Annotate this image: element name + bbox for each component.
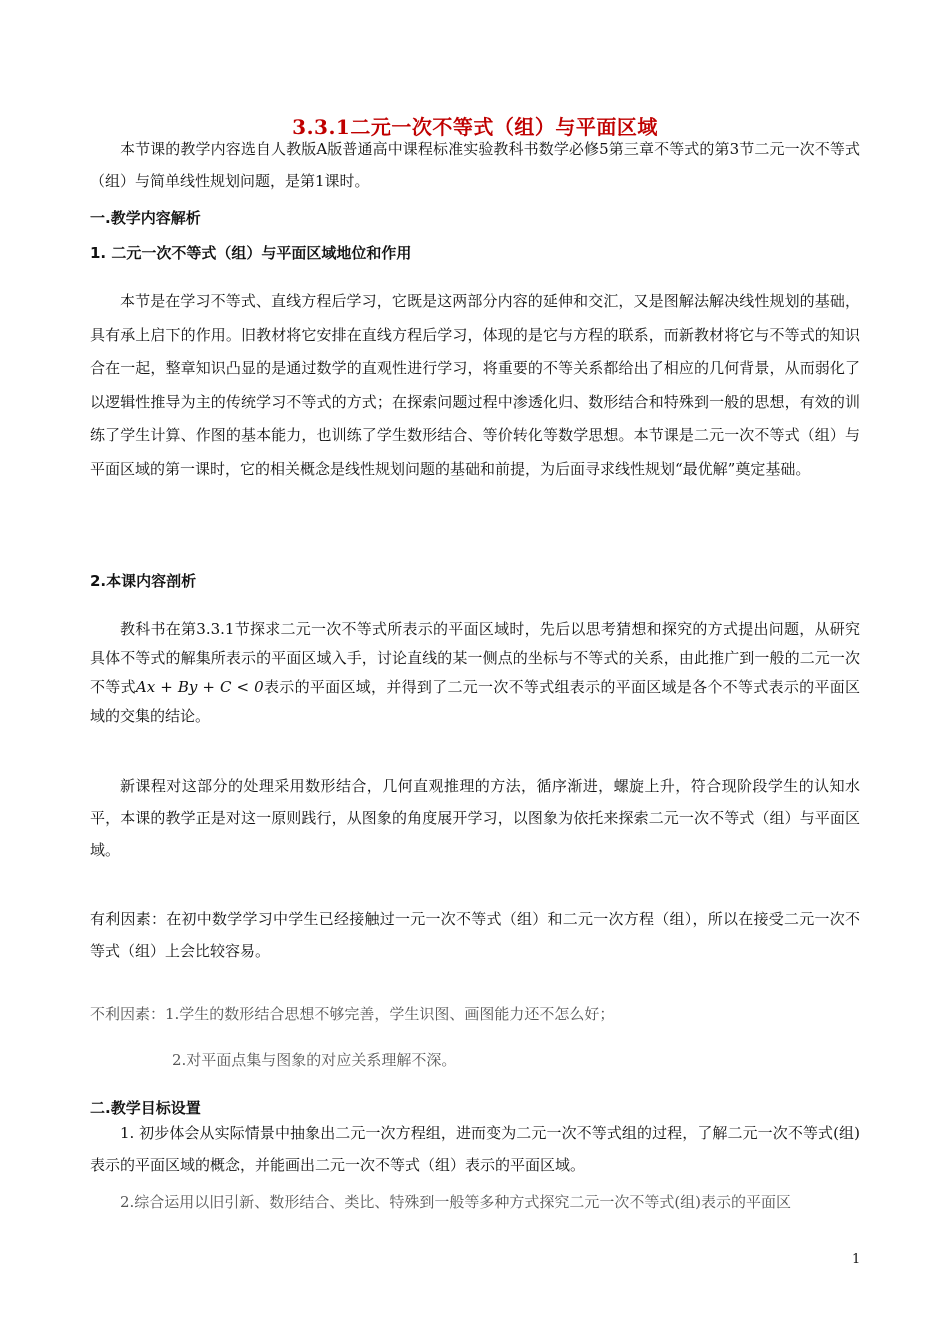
subsection2-text-a: 教科书在第3.3.1节探求二元一次不等式所表示的平面区域时，先后以思考猜想和探究的方式提出问题，从研究具体不等式的解集所表示的平面区域入手，讨论直线的某一侧点的坐标与不等式的关系，由此推广到一般的二元一次不等式 xyxy=(90,620,860,696)
subsection2-text-b: 表示的平面区域，并得到了二元一次不等式组表示的平面区域是各个不等式表示的平面区域的交集的结论。 xyxy=(90,678,860,725)
page-number: 1 xyxy=(852,1252,861,1267)
subsection2-paragraph-2: 新课程对这部分的处理采用数形结合，几何直观推理的方法，循序渐进，螺旋上升，符合现阶段学生的认知水平，本课的教学正是对这一原则践行，从图象的角度展开学习，以图象为依托来探索二元一次不等式（组）与平面区域。 xyxy=(90,777,860,859)
goal-2: 2.综合运用以旧引新、数形结合、类比、特殊到一般等多种方式探究二元一次不等式(组)表示的平面区 xyxy=(120,1193,792,1211)
section1-heading: 一.教学内容解析 xyxy=(90,209,201,227)
subsection1-heading: 1. 二元一次不等式（组）与平面区域地位和作用 xyxy=(90,244,412,262)
intro-paragraph: 本节课的教学内容选自人教版A版普通高中课程标准实验教科书数学必修5第三章不等式的第3节二元一次不等式（组）与简单线性规划问题，是第1课时。 xyxy=(90,140,860,190)
inequality-formula: Ax + By + C < 0 xyxy=(135,678,264,696)
section2-heading: 二.教学目标设置 xyxy=(90,1099,201,1117)
favorable-factors: 有利因素：在初中数学学习中学生已经接触过一元一次不等式（组）和二元一次方程（组），所以在接受二元一次不等式（组）上会比较容易。 xyxy=(90,910,860,960)
unfavorable-factors-2: 2.对平面点集与图象的对应关系理解不深。 xyxy=(172,1051,457,1069)
subsection1-paragraph: 本节是在学习不等式、直线方程后学习，它既是这两部分内容的延伸和交汇，又是图解法解决线性规划的基础，具有承上启下的作用。旧教材将它安排在直线方程后学习，体现的是它与方程的联系，而新教材将它与不等式的知识合在一起，整章知识凸显的是通过数学的直观性进行学习，将重要的不等关系都给出了相应的几何背景，从而弱化了以逻辑性推导为主的传统学习不等式的方式；在探索问题过程中渗透化归、数形结合和特殊到一般的思想，有效的训练了学生计算、作图的基本能力，也训练了学生数形结合、等价转化等数学思想。本节课是二元一次不等式（组）与平面区域的第一课时，它的相关概念是线性规划问题的基础和前提，为后面寻求线性规划“最优解”奠定基础。 xyxy=(90,292,860,478)
document-title: 3.3.1二元一次不等式（组）与平面区域 xyxy=(292,115,658,139)
unfavorable-factors-1: 不利因素：1.学生的数形结合思想不够完善，学生识图、画图能力还不怎么好； xyxy=(90,1005,615,1023)
subsection2-heading: 2.本课内容剖析 xyxy=(90,572,197,590)
subsection2-paragraph xyxy=(90,615,860,731)
goal-1: 1. 初步体会从实际情景中抽象出二元一次方程组，进而变为二元一次不等式组的过程，了解二元一次不等式(组)表示的平面区域的概念，并能画出二元一次不等式（组）表示的平面区域。 xyxy=(90,1124,860,1174)
